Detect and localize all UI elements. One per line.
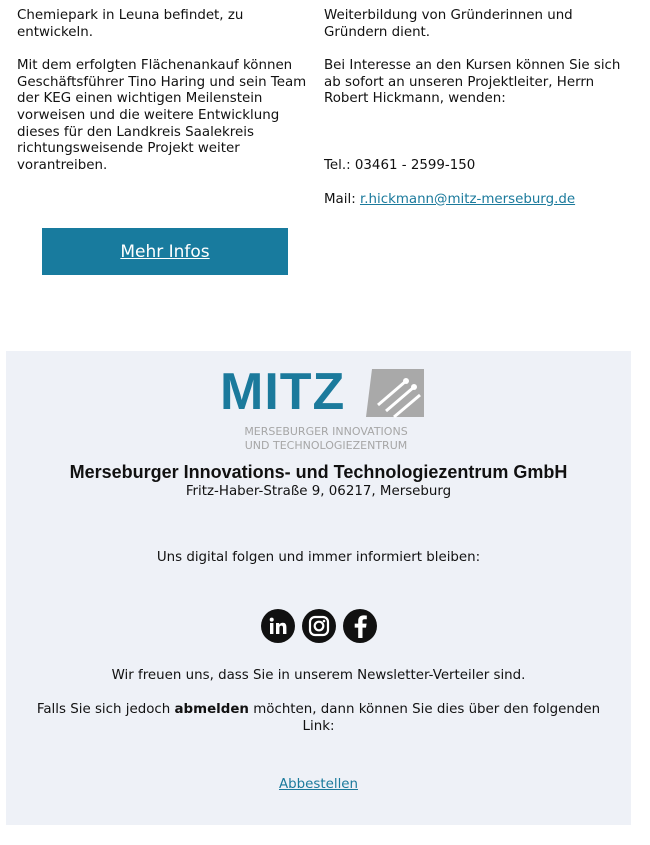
linkedin-icon[interactable] <box>261 609 295 643</box>
mehr-infos-button[interactable]: Mehr Infos <box>42 228 288 275</box>
instagram-icon[interactable] <box>302 609 336 643</box>
mail-line <box>324 192 624 209</box>
left-column <box>17 8 312 191</box>
logo-line-2: UND TECHNOLOGIEZENTRUM <box>244 439 408 451</box>
unsubscribe-info-post: möchten, dann können Sie dies über den folgenden Link: <box>248 702 601 734</box>
mail-link[interactable]: r.hickmann@mitz-merseburg.de <box>359 191 576 207</box>
facebook-icon[interactable] <box>343 609 377 643</box>
unsubscribe-info-text <box>26 702 611 735</box>
mail-label: Mail: <box>324 191 360 207</box>
follow-text: Uns digital folgen und immer informiert bleiben: <box>156 550 481 565</box>
left-paragraph-1: Chemiepark in Leuna befindet, zu entwickeln. <box>17 8 244 40</box>
unsubscribe-info-bold: abmelden <box>174 702 249 717</box>
mitz-logo <box>216 361 436 451</box>
logo-wordmark: MITZ <box>220 363 346 421</box>
unsubscribe-info-pre: Falls Sie sich jedoch <box>36 702 175 717</box>
phone-text: Tel.: 03461 - 2599-150 <box>324 157 476 173</box>
right-paragraph-2: Bei Interesse an den Kursen können Sie sich ab sofort an unseren Projektleiter, Herrn Robert Hickmann, wenden: <box>324 58 621 107</box>
newsletter-thanks-text: Wir freuen uns, dass Sie in unserem Newsletter-Verteiler sind. <box>111 668 526 683</box>
right-column <box>324 8 624 225</box>
logo-circuit-icon <box>366 369 424 417</box>
newsletter-footer <box>6 351 631 825</box>
company-address: Fritz-Haber-Straße 9, 06217, Merseburg <box>185 484 452 499</box>
company-name: Merseburger Innovations- und Technologiezentrum GmbH <box>69 462 568 482</box>
unsubscribe-container <box>6 777 631 792</box>
social-links <box>6 609 631 643</box>
unsubscribe-link[interactable]: Abbestellen <box>278 777 359 792</box>
left-paragraph-2: Mit dem erfolgten Flächenankauf können Geschäftsführer Tino Haring und sein Team der KEG einen wichtigen Meilenstein vorweisen und die weitere Entwicklung dieses für den Landkreis Saalekreis richtungsweisende Projekt weiter vorantreiben. <box>17 58 307 173</box>
logo-line-1: MERSEBURGER INNOVATIONS <box>244 425 408 438</box>
right-paragraph-1: Weiterbildung von Gründerinnen und Gründern dient. <box>324 8 573 40</box>
